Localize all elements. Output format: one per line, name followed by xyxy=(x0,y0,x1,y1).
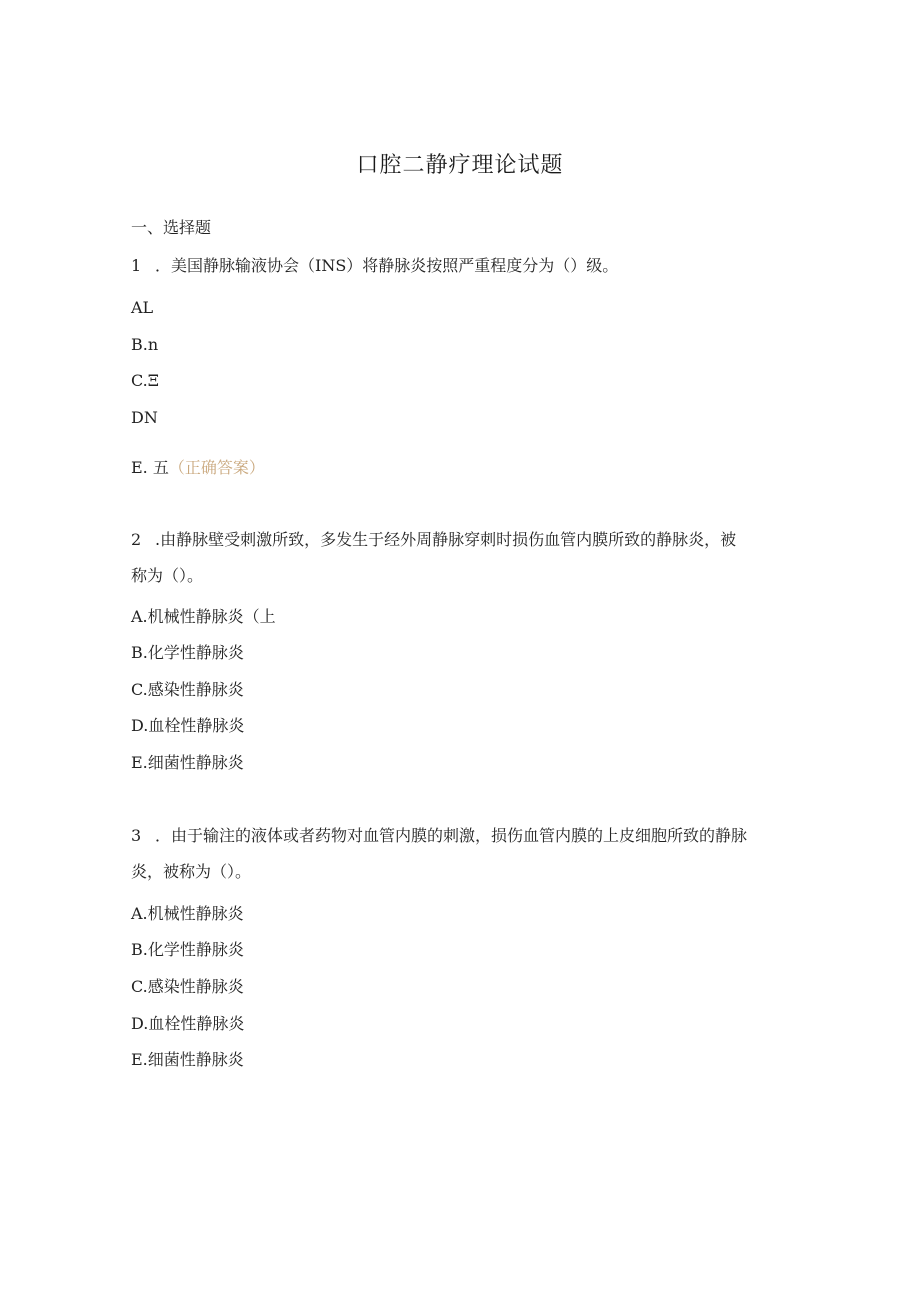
question-2-number: 2 xyxy=(131,530,142,549)
question-2-option-c: C.感染性静脉炎 xyxy=(131,680,244,699)
question-1-number: 1 xyxy=(131,256,142,275)
question-2-text xyxy=(131,529,736,551)
question-1-option-e-text: E. 五 xyxy=(131,458,169,477)
question-3-option-e: E.细菌性静脉炎 xyxy=(131,1050,244,1069)
question-3-line-2: 炎，被称为（）。 xyxy=(131,862,252,881)
question-3-line-1: ．由于输注的液体或者药物对血管内膜的刺激，损伤血管内膜的上皮细胞所致的静脉 xyxy=(155,826,748,845)
question-3-number: 3 xyxy=(131,826,142,845)
question-2-option-e: E.细菌性静脉炎 xyxy=(131,753,244,772)
question-1-option-a: AL xyxy=(131,298,154,317)
question-1-option-b: B.n xyxy=(131,335,159,354)
section-heading: 一、选择题 xyxy=(131,218,212,237)
question-2-option-d: D.血栓性静脉炎 xyxy=(131,716,245,735)
question-1-option-e xyxy=(131,457,265,479)
question-1-line-1: ．美国静脉输液协会（INS）将静脉炎按照严重程度分为（）级。 xyxy=(155,256,619,275)
question-2-option-b: B.化学性静脉炎 xyxy=(131,643,244,662)
question-2-line-2: 称为（）。 xyxy=(131,566,204,585)
question-3-option-b: B.化学性静脉炎 xyxy=(131,940,244,959)
question-3-option-c: C.感染性静脉炎 xyxy=(131,977,244,996)
question-3-text xyxy=(131,825,747,847)
page-title: 口腔二静疗理论试题 xyxy=(356,153,564,178)
question-1-option-c: C.Ξ xyxy=(131,371,160,390)
question-1-text xyxy=(131,255,618,277)
question-3-option-a: A.机械性静脉炎 xyxy=(131,904,244,923)
question-1-option-d: DN xyxy=(131,408,158,427)
question-2-line-1: .由静脉壁受刺激所致，多发生于经外周静脉穿刺时损伤血管内膜所致的静脉炎，被 xyxy=(155,530,737,549)
question-3-option-d: D.血栓性静脉炎 xyxy=(131,1014,245,1033)
correct-answer-mark: （正确答案） xyxy=(168,458,265,477)
question-2-option-a: A.机械性静脉炎（上 xyxy=(131,607,276,626)
